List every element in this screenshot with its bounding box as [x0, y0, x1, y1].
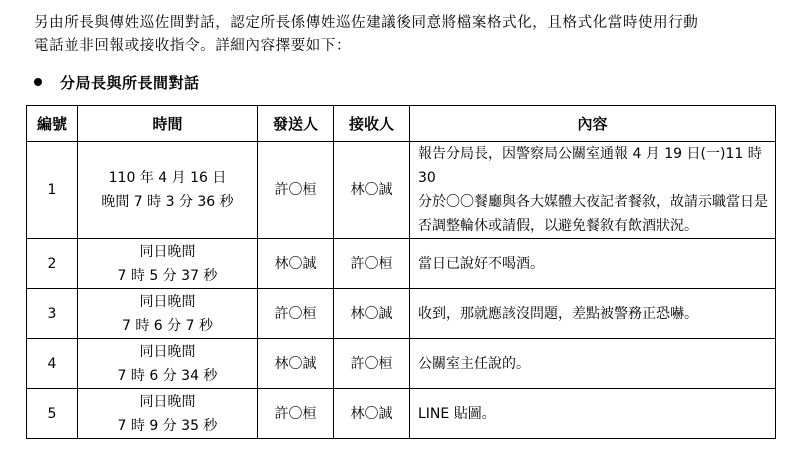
time-line-1: 同日晚間 [139, 393, 196, 410]
time-line-1: 同日晚間 [139, 243, 196, 260]
header-sender: 發送人 [258, 106, 334, 142]
time-line-1: 同日晚間 [139, 293, 196, 310]
section-title: 分局長與所長間對話 [60, 73, 200, 92]
row-time [78, 142, 258, 239]
table-header-row [27, 106, 776, 142]
row-receiver: 林〇誠 [334, 289, 410, 339]
table-row [27, 142, 776, 239]
row-sender: 許〇桓 [258, 142, 334, 239]
time-line-1: 110 年 4 月 16 日 [108, 170, 227, 186]
row-content [410, 142, 776, 239]
section-heading [34, 70, 200, 94]
time-line-2: 7 時 9 分 35 秒 [117, 417, 218, 434]
time-line-2: 晚間 7 時 3 分 36 秒 [101, 194, 234, 210]
row-number: 3 [27, 289, 78, 339]
time-line-2: 7 時 6 分 34 秒 [117, 367, 218, 384]
header-receiver: 接收人 [334, 106, 410, 142]
intro-line-1: 另由所長與傳姓巡佐間對話，認定所長係傳姓巡佐建議後同意將檔案格式化，且格式化當時使用行動 [34, 15, 699, 31]
conversation-table [26, 105, 776, 439]
row-number: 2 [27, 239, 78, 289]
row-content: LINE 貼圖。 [410, 389, 776, 439]
header-time: 時間 [78, 106, 258, 142]
table-row [27, 239, 776, 289]
content-line-3: 否調整輪休或請假，以避免餐敘有飲酒狀況。 [418, 218, 698, 234]
content-line-1: 報告分局長，因警察局公關室通報 4 月 19 日(一)11 時 30 [418, 146, 762, 186]
row-time [78, 239, 258, 289]
row-content: 公關室主任說的。 [410, 339, 776, 389]
row-receiver: 林〇誠 [334, 142, 410, 239]
header-number: 編號 [27, 106, 78, 142]
row-sender: 林〇誠 [258, 239, 334, 289]
time-line-1: 同日晚間 [139, 343, 196, 360]
row-content: 收到，那就應該沒問題，差點被警務正恐嚇。 [410, 289, 776, 339]
row-time [78, 389, 258, 439]
row-time [78, 339, 258, 389]
bullet-icon [34, 78, 42, 86]
header-content: 內容 [410, 106, 776, 142]
table-row [27, 339, 776, 389]
row-sender: 許〇桓 [258, 389, 334, 439]
table-row [27, 289, 776, 339]
row-content: 當日已說好不喝酒。 [410, 239, 776, 289]
row-sender: 林〇誠 [258, 339, 334, 389]
row-number: 4 [27, 339, 78, 389]
time-line-2: 7 時 6 分 7 秒 [122, 317, 213, 334]
row-receiver: 林〇誠 [334, 389, 410, 439]
row-time [78, 289, 258, 339]
row-receiver: 許〇桓 [334, 339, 410, 389]
row-sender: 許〇桓 [258, 289, 334, 339]
row-number: 1 [27, 142, 78, 239]
table-row [27, 389, 776, 439]
intro-paragraph [34, 12, 786, 58]
intro-line-2: 電話並非回報或接收指令。詳細內容擇要如下： [34, 38, 352, 54]
row-receiver: 許〇桓 [334, 239, 410, 289]
time-line-2: 7 時 5 分 37 秒 [117, 267, 218, 284]
row-number: 5 [27, 389, 78, 439]
content-line-2: 分於〇〇餐廳與各大媒體大夜記者餐敘，故請示職當日是 [418, 194, 768, 210]
